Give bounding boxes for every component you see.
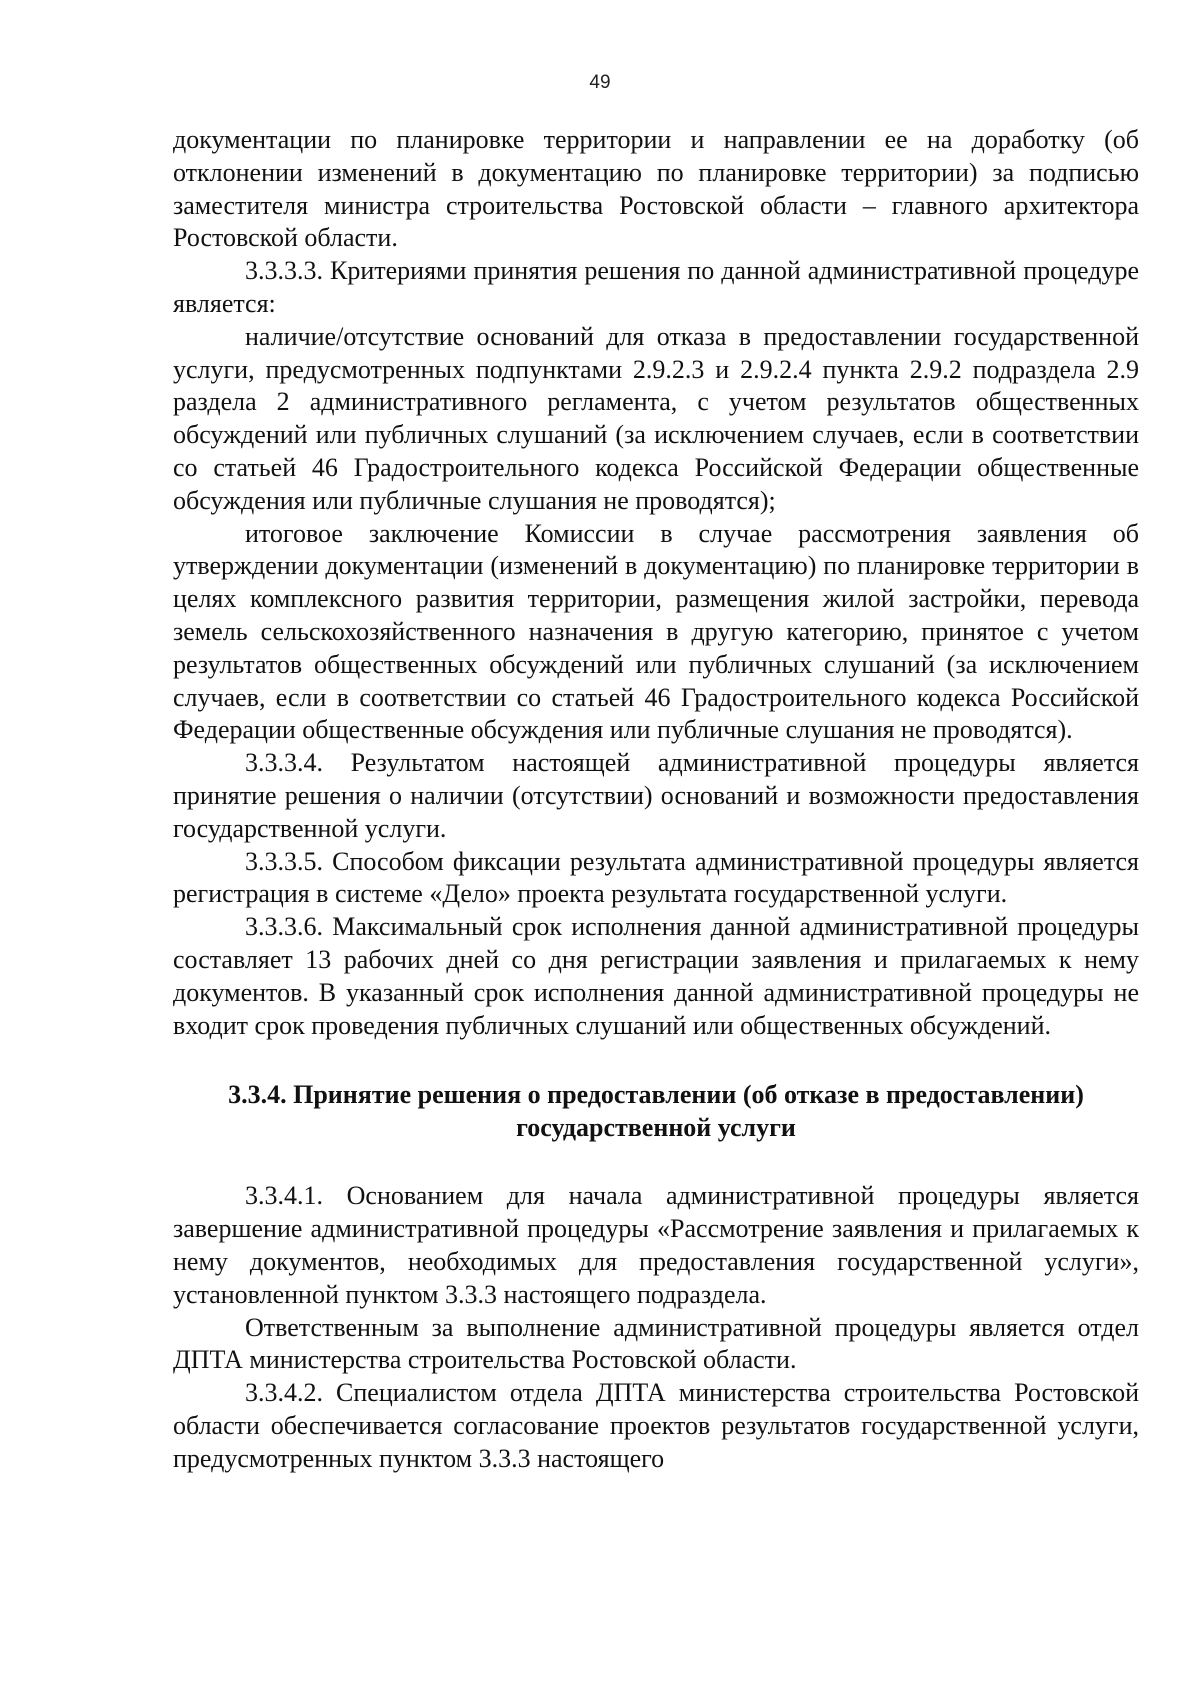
- paragraph-responsible: Ответственным за выполнение административной процедуры является отдел ДПТА министерства строительства Ростовской области.: [173, 1312, 1139, 1375]
- paragraph-3-3-3-4: 3.3.3.4. Результатом настоящей административной процедуры является принятие решения о наличии (отсутствии) оснований и возможности предоставления государственной услуги.: [173, 748, 1139, 843]
- paragraph-3-3-3-3: 3.3.3.3. Критериями принятия решения по данной административной процедуре является:: [173, 256, 1139, 318]
- document-body: [173, 124, 1139, 1475]
- paragraph-3-3-4-1: 3.3.4.1. Основанием для начала административной процедуры является завершение административной процедуры «Рассмотрение заявления и прилагаемых к нему документов, необходимых для предоставления государственной услуги», установленной пунктом 3.3.3 настоящего подраздела.: [173, 1181, 1139, 1309]
- section-heading-line-2: государственной услуги: [516, 1113, 796, 1143]
- paragraph-criteria-commission: итоговое заключение Комиссии в случае рассмотрения заявления об утверждении документации (изменений в документацию) по планировке территории в целях комплексного развития территории, размещения жилой застройки, перевода земель сельскохозяйственного назначения в другую категорию, принятое с учетом результатов общественных обсуждений или публичных слушаний (за исключением случаев, если в соответствии со статьей 46 Градостроительного кодекса Российской Федерации общественные обсуждения или публичные слушания не проводятся).: [173, 518, 1139, 745]
- paragraph-continuation: документации по планировке территории и направлении ее на доработку (об отклонении изменений в документацию по планировке территории) за подписью заместителя министра строительства Ростовской области – главного архитектора Ростовской области.: [173, 125, 1139, 253]
- page-number: 49: [589, 72, 611, 93]
- paragraph-3-3-3-6: 3.3.3.6. Максимальный срок исполнения данной административной процедуры составляет 13 рабочих дней со дня регистрации заявления и прилагаемых к нему документов. В указанный срок исполнения данной административной процедуры не входит срок проведения публичных слушаний или общественных обсуждений.: [173, 912, 1139, 1040]
- paragraph-criteria-grounds: наличие/отсутствие оснований для отказа в предоставлении государственной услуги, предусмотренных подпунктами 2.9.2.3 и 2.9.2.4 пункта 2.9.2 подраздела 2.9 раздела 2 административного регламента, с учетом результатов общественных обсуждений или публичных слушаний (за исключением случаев, если в соответствии со статьей 46 Градостроительного кодекса Российской Федерации общественные обсуждения или публичные слушания не проводятся);: [173, 321, 1139, 515]
- section-heading-3-3-4: [173, 1078, 1139, 1144]
- paragraph-3-3-4-2: 3.3.4.2. Специалистом отдела ДПТА министерства строительства Ростовской области обеспечивается согласование проектов результатов государственной услуги, предусмотренных пунктом 3.3.3 настоящего: [173, 1378, 1139, 1473]
- paragraph-3-3-3-5: 3.3.3.5. Способом фиксации результата административной процедуры является регистрация в системе «Дело» проекта результата государственной услуги.: [173, 846, 1139, 909]
- section-heading-line-1: 3.3.4. Принятие решения о предоставлении (об отказе в предоставлении): [228, 1080, 1084, 1110]
